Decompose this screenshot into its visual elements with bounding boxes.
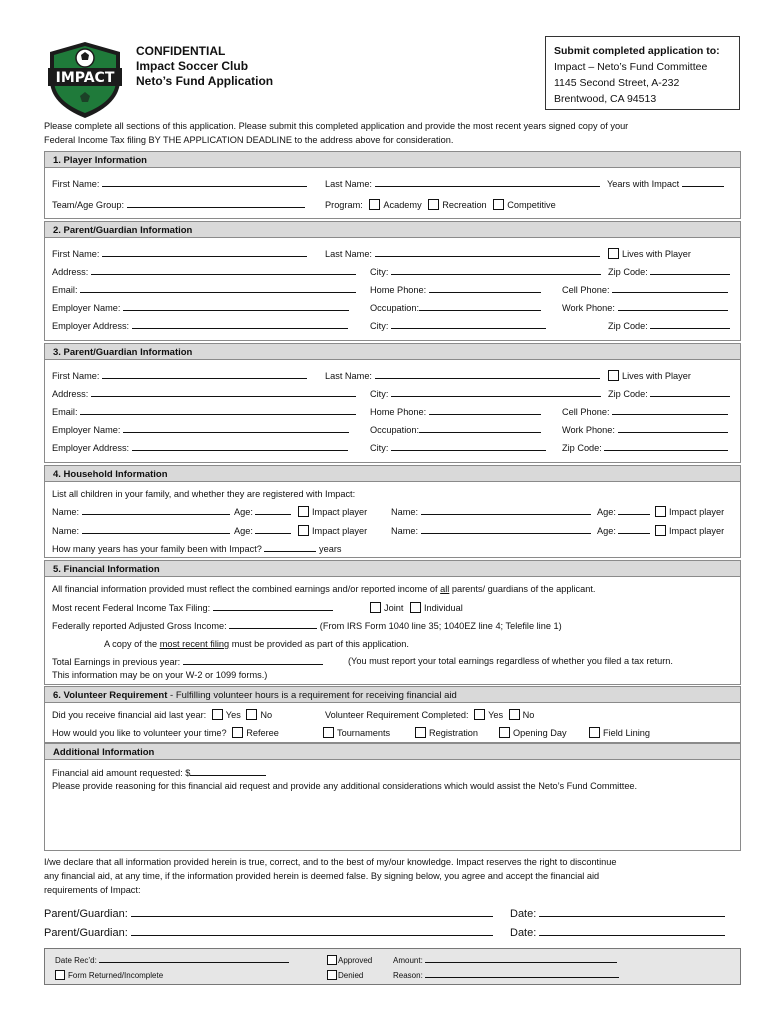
pg1-email-field[interactable]: [80, 284, 356, 293]
volunteer-how-label: How would you like to volunteer your time?: [52, 728, 227, 738]
submit-line-1: Impact – Neto’s Fund Committee: [554, 61, 708, 73]
approved-label: Approved: [338, 956, 373, 965]
section-1-box: [44, 168, 741, 219]
aid-last-year-label: Did you receive financial aid last year:: [52, 710, 207, 720]
signature-2-date-field[interactable]: [539, 926, 725, 936]
player-first-name-label: First Name:: [52, 179, 100, 189]
child2-age-label: Age:: [597, 507, 616, 517]
child1-name-field[interactable]: [82, 506, 230, 515]
pg1-last-name-field[interactable]: [375, 248, 600, 257]
program-label: Program:: [325, 200, 363, 210]
team-age-group-label: Team/Age Group:: [52, 200, 125, 210]
referee-checkbox[interactable]: [232, 727, 243, 738]
pg1-address-field[interactable]: [91, 266, 356, 275]
submit-title: Submit completed application to:: [554, 45, 720, 57]
pg1-address-label: Address:: [52, 267, 89, 277]
pg2-home-phone-label: Home Phone:: [370, 407, 427, 417]
individual-checkbox[interactable]: [410, 602, 421, 613]
child1-age-field[interactable]: [255, 506, 291, 515]
office-amount-label: Amount:: [393, 956, 423, 965]
pg1-city-field[interactable]: [391, 266, 601, 275]
pg1-employer-city-label: City:: [370, 321, 389, 331]
pg1-first-name-label: First Name:: [52, 249, 100, 259]
aid-yes-checkbox[interactable]: [212, 709, 223, 720]
pg1-lives-with-player-checkbox[interactable]: [608, 248, 619, 259]
section-2-header: 2. Parent/Guardian Information: [44, 221, 741, 238]
child3-impact-checkbox[interactable]: [298, 525, 309, 536]
competitive-label: Competitive: [507, 200, 556, 210]
volunteer-no-label: No: [522, 710, 535, 720]
w2-note: This information may be on your W-2 or 1099 forms.): [52, 670, 268, 680]
recent-tax-filing-field[interactable]: [213, 602, 333, 611]
aid-yes-label: Yes: [225, 710, 241, 720]
pg2-cell-phone-label: Cell Phone:: [562, 407, 610, 417]
player-last-name-label: Last Name:: [325, 179, 372, 189]
child4-age-field[interactable]: [618, 525, 650, 534]
tournaments-label: Tournaments: [337, 728, 391, 738]
pg1-lives-with-player-label: Lives with Player: [622, 249, 691, 259]
pg1-employer-label: Employer Name:: [52, 303, 121, 313]
declaration-line-3: requirements of Impact:: [44, 885, 141, 895]
aid-no-checkbox[interactable]: [246, 709, 257, 720]
child4-impact-label: Impact player: [669, 526, 725, 536]
pg1-employer-field[interactable]: [123, 302, 349, 311]
child1-impact-label: Impact player: [312, 507, 368, 517]
section-5-header: 5. Financial Information: [44, 560, 741, 577]
pg2-city-field[interactable]: [391, 388, 601, 397]
submit-line-2: 1145 Second Street, A-232: [554, 77, 680, 89]
joint-label: Joint: [384, 603, 404, 613]
opening-day-checkbox[interactable]: [499, 727, 510, 738]
financial-note-part2: parents/ guardians of the applicant.: [451, 584, 596, 594]
pg2-address-label: Address:: [52, 389, 89, 399]
section-1-header: 1. Player Information: [44, 151, 741, 168]
tournaments-checkbox[interactable]: [323, 727, 334, 738]
section-4-header: 4. Household Information: [44, 465, 741, 482]
guardian-signature-2-label: Parent/Guardian:: [44, 927, 128, 939]
form-returned-checkbox[interactable]: [55, 970, 65, 980]
intro-line-1: Please complete all sections of this application. Please submit this completed application and provide the most recent years signed copy of your: [44, 121, 629, 131]
guardian-signature-1-label: Parent/Guardian:: [44, 908, 128, 920]
joint-checkbox[interactable]: [370, 602, 381, 613]
pg1-city-label: City:: [370, 267, 389, 277]
section-6-title: 6. Volunteer Requirement: [53, 690, 168, 701]
financial-note-part1: All financial information provided must reflect the combined earnings and/or reported income of: [52, 584, 438, 594]
child4-name-field[interactable]: [421, 525, 591, 534]
years-with-impact-field[interactable]: [682, 178, 724, 187]
recreation-label: Recreation: [442, 200, 487, 210]
team-age-group-field[interactable]: [127, 199, 305, 208]
pg1-work-phone-field[interactable]: [618, 302, 728, 311]
family-years-unit: years: [319, 544, 342, 554]
academy-label: Academy: [383, 200, 422, 210]
date-received-field[interactable]: [99, 956, 289, 963]
pg1-zip-label: Zip Code:: [608, 267, 648, 277]
club-name: Impact Soccer Club: [136, 59, 249, 73]
pg2-city-label: City:: [370, 389, 389, 399]
pg1-employer-zip-label: Zip Code:: [608, 321, 648, 331]
pg2-employer-zip-field[interactable]: [604, 442, 728, 451]
office-reason-label: Reason:: [393, 971, 423, 980]
pg2-home-phone-field[interactable]: [429, 406, 541, 415]
pg1-last-name-label: Last Name:: [325, 249, 372, 259]
pg2-employer-city-label: City:: [370, 443, 389, 453]
volunteer-no-checkbox[interactable]: [509, 709, 520, 720]
child4-name-label: Name:: [391, 526, 419, 536]
pg2-occupation-field[interactable]: [419, 424, 541, 433]
copy-note-part1: A copy of the: [104, 639, 158, 649]
pg2-lives-with-player-checkbox[interactable]: [608, 370, 619, 381]
declaration-line-1: I/we declare that all information provided herein is true, correct, and to the best of my/our knowledge. Impact reserves the right to discontinue: [44, 857, 617, 867]
section-6-header: [44, 686, 741, 703]
child1-age-label: Age:: [234, 507, 253, 517]
pg1-work-phone-label: Work Phone:: [562, 303, 615, 313]
field-lining-checkbox[interactable]: [589, 727, 600, 738]
pg1-employer-zip-field[interactable]: [650, 320, 730, 329]
child4-age-label: Age:: [597, 526, 616, 536]
pg2-employer-zip-label: Zip Code:: [562, 443, 602, 453]
child2-name-label: Name:: [391, 507, 419, 517]
pg2-first-name-field[interactable]: [102, 370, 307, 379]
pg1-employer-address-field[interactable]: [132, 320, 348, 329]
pg2-employer-city-field[interactable]: [391, 442, 546, 451]
pg2-email-field[interactable]: [80, 406, 356, 415]
pg2-cell-phone-field[interactable]: [612, 406, 728, 415]
approved-checkbox[interactable]: [327, 955, 337, 965]
pg2-work-phone-label: Work Phone:: [562, 425, 615, 435]
pg2-employer-address-field[interactable]: [132, 442, 348, 451]
section-3-header: 3. Parent/Guardian Information: [44, 343, 741, 360]
pg1-employer-address-label: Employer Address:: [52, 321, 130, 331]
pg2-employer-address-label: Employer Address:: [52, 443, 130, 453]
pg1-occupation-field[interactable]: [419, 302, 541, 311]
office-use-box: [44, 948, 741, 985]
child2-impact-label: Impact player: [669, 507, 725, 517]
total-earnings-note: (You must report your total earnings regardless of whether you filed a tax return.: [348, 656, 673, 666]
registration-checkbox[interactable]: [415, 727, 426, 738]
total-earnings-label: Total Earnings in previous year:: [52, 657, 181, 667]
pg1-occupation-label: Occupation:: [370, 303, 420, 313]
child3-name-label: Name:: [52, 526, 80, 536]
pg2-zip-label: Zip Code:: [608, 389, 648, 399]
pg2-zip-field[interactable]: [650, 388, 730, 397]
pg2-employer-label: Employer Name:: [52, 425, 121, 435]
volunteer-yes-checkbox[interactable]: [474, 709, 485, 720]
section-6-subtitle: - Fulfilling volunteer hours is a requirement for receiving financial aid: [167, 690, 457, 701]
child2-name-field[interactable]: [421, 506, 591, 515]
denied-checkbox[interactable]: [327, 970, 337, 980]
pg2-lives-with-player-label: Lives with Player: [622, 371, 691, 381]
player-last-name-field[interactable]: [375, 178, 600, 187]
copy-note-part2: must be provided as part of this application.: [231, 639, 409, 649]
agi-label: Federally reported Adjusted Gross Income:: [52, 621, 227, 631]
reasoning-prompt: Please provide reasoning for this financial aid request and provide any additional considerations which would assist the Neto’s Fund Committee.: [52, 781, 638, 791]
pg2-last-name-field[interactable]: [375, 370, 600, 379]
pg2-email-label: Email:: [52, 407, 78, 417]
office-reason-field[interactable]: [425, 971, 619, 978]
volunteer-yes-label: Yes: [488, 710, 504, 720]
family-years-label: How many years has your family been with Impact?: [52, 544, 262, 554]
pg1-home-phone-field[interactable]: [429, 284, 541, 293]
pg1-home-phone-label: Home Phone:: [370, 285, 427, 295]
opening-day-label: Opening Day: [513, 728, 567, 738]
volunteer-completed-label: Volunteer Requirement Completed:: [325, 710, 469, 720]
signature-2-date-label: Date:: [510, 927, 537, 939]
pg1-cell-phone-label: Cell Phone:: [562, 285, 610, 295]
declaration-line-2: any financial aid, at any time, if the information provided herein is deemed false. By signing below, you agree and accept the financial aid: [44, 871, 600, 881]
pg2-employer-field[interactable]: [123, 424, 349, 433]
signature-1-date-field[interactable]: [539, 907, 725, 917]
pg1-first-name-field[interactable]: [102, 248, 307, 257]
guardian-signature-2-field[interactable]: [131, 926, 493, 936]
submit-line-3: Brentwood, CA 94513: [554, 93, 657, 105]
total-earnings-field[interactable]: [183, 656, 323, 665]
child1-name-label: Name:: [52, 507, 80, 517]
office-amount-field[interactable]: [425, 956, 617, 963]
intro-line-2: Federal Income Tax filing BY THE APPLICATION DEADLINE to the address above for consideration.: [44, 135, 454, 145]
agi-field[interactable]: [229, 620, 317, 629]
denied-label: Denied: [338, 971, 364, 980]
child3-age-field[interactable]: [255, 525, 291, 534]
aid-amount-label: Financial aid amount requested: $: [52, 768, 191, 778]
pg1-zip-field[interactable]: [650, 266, 730, 275]
impact-logo: [44, 38, 126, 120]
individual-label: Individual: [423, 603, 463, 613]
aid-no-label: No: [260, 710, 273, 720]
field-lining-label: Field Lining: [603, 728, 650, 738]
child2-age-field[interactable]: [618, 506, 650, 515]
referee-label: Referee: [246, 728, 279, 738]
child3-name-field[interactable]: [82, 525, 230, 534]
guardian-signature-1-field[interactable]: [131, 907, 493, 917]
pg1-cell-phone-field[interactable]: [612, 284, 728, 293]
pg1-email-label: Email:: [52, 285, 78, 295]
recreation-checkbox[interactable]: [428, 199, 439, 210]
signature-1-date-label: Date:: [510, 908, 537, 920]
pg2-work-phone-field[interactable]: [618, 424, 728, 433]
aid-amount-field[interactable]: [190, 767, 266, 776]
pg2-address-field[interactable]: [91, 388, 356, 397]
submit-address-box: [545, 36, 740, 110]
child3-age-label: Age:: [234, 526, 253, 536]
pg2-last-name-label: Last Name:: [325, 371, 372, 381]
confidential-heading: CONFIDENTIAL: [136, 44, 226, 58]
reasoning-textarea[interactable]: [48, 796, 736, 848]
form-returned-label: Form Returned/Incomplete: [68, 971, 164, 980]
competitive-checkbox[interactable]: [493, 199, 504, 210]
child1-impact-checkbox[interactable]: [298, 506, 309, 517]
child3-impact-label: Impact player: [312, 526, 368, 536]
child2-impact-checkbox[interactable]: [655, 506, 666, 517]
logo-text: IMPACT: [55, 70, 115, 86]
copy-note-underlined: most recent filing: [159, 639, 230, 649]
registration-label: Registration: [429, 728, 479, 738]
player-first-name-field[interactable]: [102, 178, 307, 187]
application-title: Neto’s Fund Application: [136, 74, 274, 88]
date-received-label: Date Rec’d:: [55, 956, 97, 965]
child4-impact-checkbox[interactable]: [655, 525, 666, 536]
pg1-employer-city-field[interactable]: [391, 320, 546, 329]
financial-note-all: all: [440, 584, 450, 594]
academy-checkbox[interactable]: [369, 199, 380, 210]
pg2-occupation-label: Occupation:: [370, 425, 420, 435]
years-with-impact-label: Years with Impact: [607, 179, 680, 189]
pg2-first-name-label: First Name:: [52, 371, 100, 381]
agi-note: (From IRS Form 1040 line 35; 1040EZ line 4; Telefile line 1): [319, 621, 562, 631]
recent-tax-filing-label: Most recent Federal Income Tax Filing:: [52, 603, 211, 613]
family-years-field[interactable]: [264, 543, 316, 552]
children-list-label: List all children in your family, and whether they are registered with Impact:: [52, 489, 356, 499]
additional-info-header: Additional Information: [44, 743, 741, 760]
